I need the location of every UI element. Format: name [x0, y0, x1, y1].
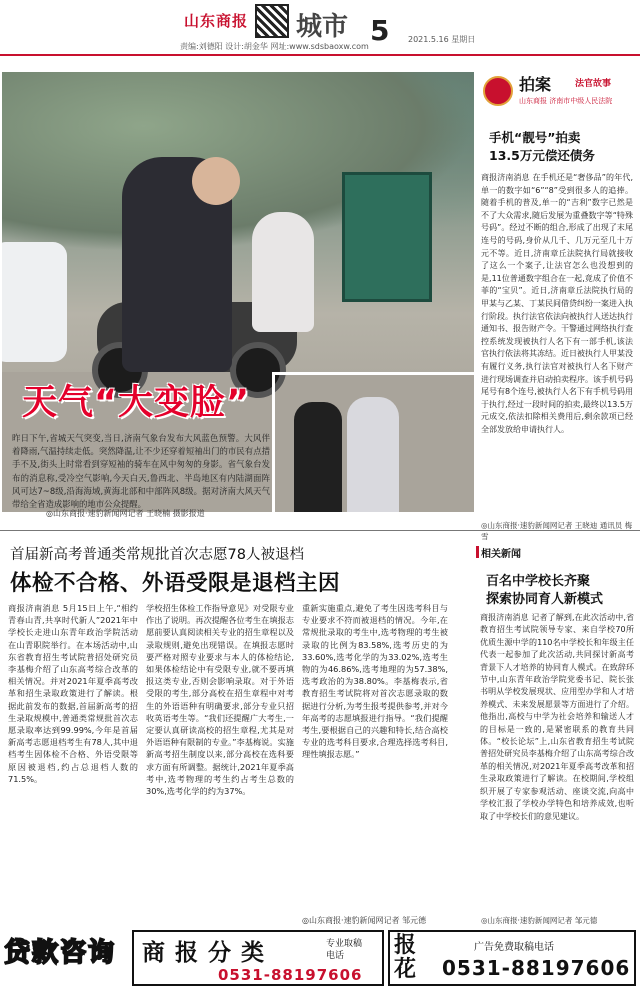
- auction-body: 商报济南消息 在手机还是“奢侈品”的年代,单一的数字如“6”“8”受到很多人的追捧。随着手机的普及,单一的“吉利”数字已然是不了大众需求,随后发展为重叠数字等“特殊号码”。经过不断的组合,形成了出现了末尾连号的号码,身价从几千、几万元至几十万元不等。近日,济南章丘法院执行局就接收了这么一个案子,让法官怎么也没想到的是,11位普通数字组合在一起,竟成了价值不菲的“宝贝”。近日,济南章丘法院执行局的甲某与乙某、丁某民间借贷纠纷一案进入执行阶段。执行法官依法向被执行人送达执行通知书、报告财产令。干警通过网络执行查控系统发现被执行人名下有一部手机,该法官执行依法将其冻结。近日被执行人甲某没有履行义务,执行法官对被执行人名下财产进行现场调查并启动拍卖程序。该手机号码尾号有8个连号,被执行人名下有手机号码用于执行,经过一段时间的拍卖,最终以13.5万元成交,依法扣除相关费用后,剩余款项已经全部发放给申请执行人。: [481, 173, 633, 434]
- photo-booth: [342, 172, 432, 302]
- weather-credit: ◎山东商报·速豹新闻网记者 王晓楠 摄影报道: [46, 509, 205, 518]
- classified-ad: [132, 930, 384, 986]
- gaokao-credit: ◎山东商报·速豹新闻网记者 邹元德: [302, 916, 427, 925]
- column-banner: [481, 72, 636, 112]
- photo-pedestrian: [294, 402, 342, 512]
- court-seal-icon: [483, 76, 513, 106]
- gaokao-column-2: 学校招生体检工作指导意见》对受限专业作出了说明。再次提醒各位考生在填报志愿前要认真阅读相关专业的招生章程以及录取规则,避免出现错误。在填报志愿时要严格对照专业要求与本人的体检结论,如果体检结论中有受限专业,就不要再填报这类专业,否则会影响录取。对于外语受限的考生,部分高校在招生章程中对考生的外语语种有明确要求,部分专业只招收英语考生等。“我们还提醒广大考生,一定要认真研读高校的招生章程,尤其是对外语语种有限制的专业。”李基梅说。实施新高考招生制度以来,部分高校在选科要求方面有所调整。据统计,2021年夏季高考中,选考物理的考生约占考生总数的30%,选考化学的约为37%。: [146, 603, 294, 797]
- gaokao-headline: 体检不合格、外语受限是退档主因: [10, 571, 341, 596]
- classified-ad-sub: [326, 938, 362, 962]
- page-number: 5: [370, 14, 390, 47]
- column-title: 拍案: [519, 75, 552, 94]
- loan-ad-text: 贷款咨询: [4, 938, 117, 968]
- related-headline-2: 探索协同育人新模式: [486, 592, 604, 607]
- related-headline: 百名中学校长齐聚: [486, 574, 591, 589]
- auction-headline: 手机“靓号”拍卖: [489, 130, 581, 145]
- loan-ad: [4, 932, 130, 984]
- baohua-ad: [388, 930, 636, 986]
- baohua-ad-label: 广告免费取稿电话: [474, 942, 554, 953]
- qr-code-icon: [255, 4, 289, 38]
- gaokao-column-3: 重新实施重点,避免了考生因选考科目与专业要求不符而被退档的情况。今年,在常规批录取的考生中,选考物理的考生被录取的比例为83.58%,选考历史的为33.60%,选考化学的为33.02%,选考生物的为46.86%,选考地理的为57.38%,选考政治的为38.80%。李基梅表示,省教育招生考试院将对首次志愿录取的数据进行分析,为考生报考提供参考,并对今年高考的志愿填报进行指导。“我们提醒考生,要根据自己的兴趣和特长,结合高校专业的选考科目要求,合理选择选考科目,理性填报志愿。”: [302, 603, 448, 760]
- section-title: 城市: [296, 12, 349, 42]
- issue-date: 2021.5.16 星期日: [408, 35, 476, 44]
- photo-car: [2, 242, 67, 362]
- photo-child: [252, 212, 314, 332]
- gaokao-column-1: 商报济南消息 5月15日上午,“相约青春山青,共享时代新人”2021年中学校长走进山东青年政治学院活动在山青职院举行。在本场活动中,山东省教育招生考试院普招处研究员李基梅介绍了山东高考综合改革的相关情况。并对2021年夏季高考改革和招生录取政策进行了解读。根据此前发布的数据,首届新高考的招生录取规模中,普通类常规批首次志愿录取率达到99.99%,今年是首届新高考志愿退档考生有78人,其中退档考生因体检不合格、外语受限等原因被退档,约占总退档人数的71.5%。: [8, 603, 138, 784]
- related-tag-bar: [476, 546, 479, 558]
- auction-credit: ◎山东商报·速豹新闻网记者 王晓迪 通讯员 梅雪: [481, 521, 633, 541]
- header-rule: [0, 54, 640, 56]
- masthead: [0, 0, 640, 62]
- related-body: 商报济南消息 记者了解到,在此次活动中,省教育招生考试院领导专家、来自学校70所优质生源中学的110名中学校长和年级主任代表一起参加了此次活动,共同探讨新高考背景下人才培养的协同育人模式。在致辞环节中,山东青年政治学院党委书记、院长张书明从学校发展现状、应用型办学和人才培养模式、未来发展愿景等方面进行了介绍。他指出,高校与中学为社会培养和输送人才的目标是一致的,是紧密联系的教育共同体。“校长论坛”上,山东省教育招生考试院普招处研究员李基梅介绍了山东高考综合改革的相关情况,对2021年夏季高考改革和招生录取政策进行了解读。在校期间,学校组织开展了专家参观活动、座谈交流,向高中学校汇报了学校办学特色和培养成效,也听取了中学校长们的意见建议。: [480, 613, 634, 821]
- classified-ad-sub-2: 电话: [326, 951, 345, 961]
- baohua-ad-title: 报花: [394, 933, 417, 982]
- auction-headline-2: 13.5万元偿还债务: [489, 148, 595, 163]
- related-credit: ◎山东商报·速豹新闻网记者 邹元德: [481, 916, 598, 925]
- classified-ad-phone: 0531-88197606: [218, 966, 363, 984]
- gaokao-kicker: 首届新高考普通类常规批首次志愿78人被退档: [10, 547, 304, 563]
- column-partner: 山东商报 济南市中级人民法院: [519, 97, 613, 105]
- photo-rider-head: [192, 157, 240, 205]
- weather-body: 昨日下午,省城天气突变,当日,济南气象台发布大风蓝色预警。大风伴着降雨,气温持续走低。突然降温,让不少还穿着短袖出门的市民有点措手不及,街头上时常看到穿短袖的骑车在风中匆匆的身影。省气象台发布的消息称,受冷空气影响,今天白天,鲁西北、半岛地区有内陆湖面阵风可达7~8级,沿海海域,黄海北部和中部阵风8级。据对济南大风天气带给全省造成影响的地市公众提醒。: [12, 433, 270, 510]
- related-tag: 相关新闻: [481, 549, 521, 560]
- classified-ad-sub-1: 专业取稿: [326, 939, 363, 949]
- baohua-ad-phone: 0531-88197606: [442, 956, 631, 980]
- ad-strip: [0, 928, 640, 988]
- newspaper-logo: 山东商报: [184, 12, 249, 30]
- column-subtitle: 法官故事: [575, 79, 612, 89]
- classified-ad-title: 商报分类: [142, 940, 274, 966]
- weather-headline: 天气“大变脸”: [22, 383, 251, 423]
- photo-pedestrian: [347, 397, 399, 512]
- section-divider: [0, 530, 640, 531]
- staff-line: 责编:刘德阳 设计:胡金华 网址:www.sdsbaoxw.com: [180, 42, 369, 51]
